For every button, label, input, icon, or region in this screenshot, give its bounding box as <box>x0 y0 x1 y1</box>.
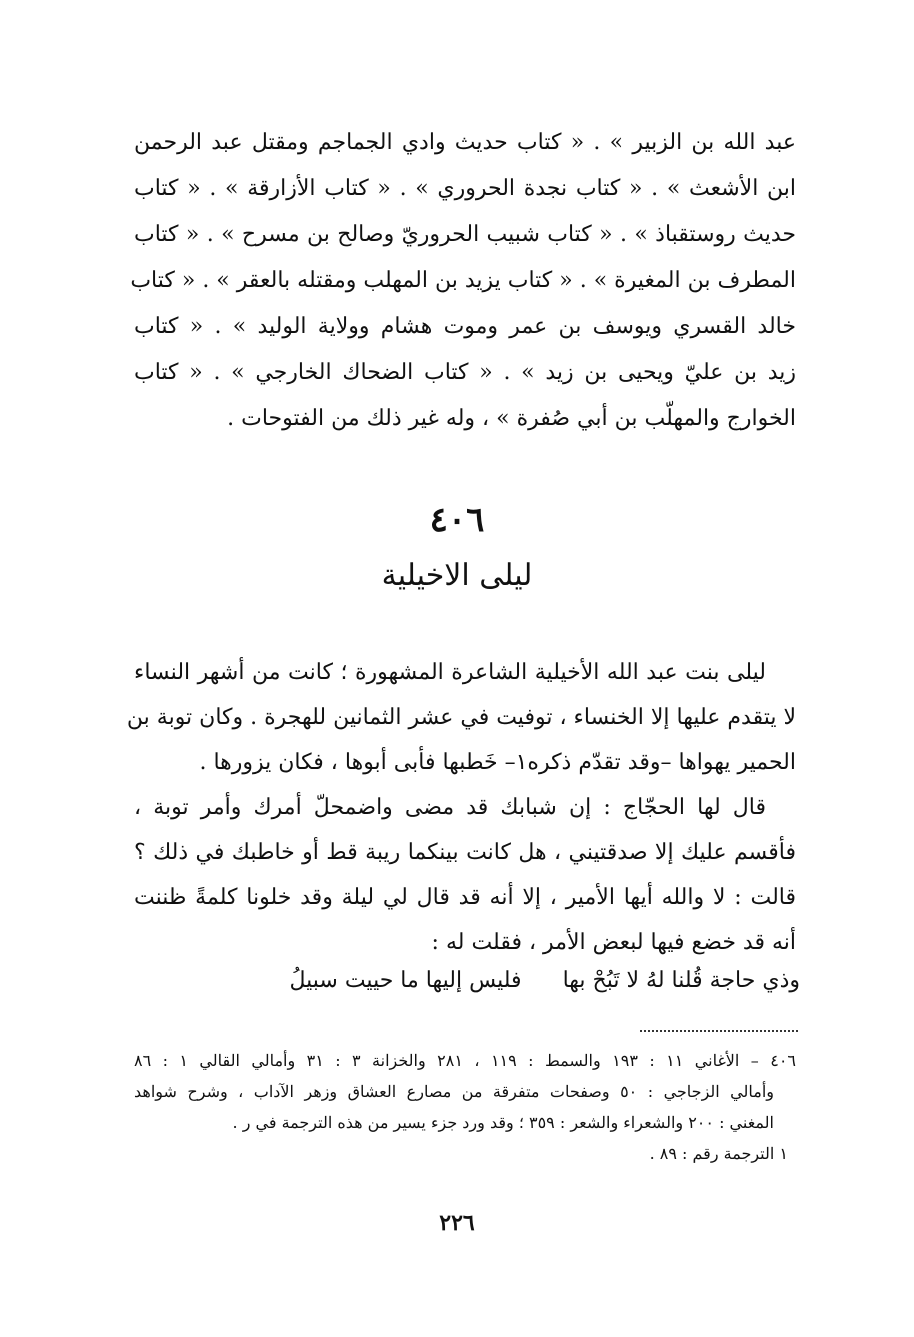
text-line: لا يتقدم عليها إلا الخنساء ، توفيت في عشر الثمانين للهجرة . وكان توبة بن <box>126 705 796 730</box>
entry-number: ٤٠٦ <box>429 500 485 540</box>
text-line: قال لها الحجّاج : إن شبابك قد مضى واضمحلّ أمرك وأمر توبة ، <box>134 795 766 820</box>
verse-second-hemistich: فليس إليها ما حييت سبيلُ <box>289 968 522 993</box>
footnote-line: المغني : ٢٠٠ والشعراء والشعر : ٣٥٩ ؛ وقد ورد جزء يسير من هذه الترجمة في ر . <box>232 1113 774 1132</box>
entry-body <box>126 650 796 965</box>
continued-paragraph <box>130 120 796 442</box>
text-line: ليلى بنت عبد الله الأخيلية الشاعرة المشهورة ؛ كانت من أشهر النساء <box>134 660 766 685</box>
text-line: حديث روستقباذ » . « كتاب شبيب الحروريّ وصالح بن مسرح » . « كتاب <box>134 222 796 247</box>
footnotes <box>134 1045 796 1169</box>
footnote-line: وأمالي الزجاجي : ٥٠ وصفحات متفرقة من مصارع العشاق وزهر الآداب ، وشرح شواهد <box>134 1082 774 1101</box>
text-line: فأقسم عليك إلا صدقتيني ، هل كانت بينكما ريبة قط أو خاطبك في ذلك ؟ <box>134 840 796 865</box>
text-line: أنه قد خضع فيها لبعض الأمر ، فقلت له : <box>431 930 796 955</box>
text-line: قالت : لا والله أيها الأمير ، إلا أنه قد قال لي ليلة وقد خلونا كلمةً ظننت <box>134 885 796 910</box>
text-line: ابن الأشعث » . « كتاب نجدة الحروري » . « كتاب الأزارقة » . « كتاب <box>134 176 796 201</box>
footnote-separator <box>640 1030 798 1032</box>
text-line: خالد القسري ويوسف بن عمر وموت هشام وولاية الوليد » . « كتاب <box>134 314 796 339</box>
text-line: الحمير يهواها –وقد تقدّم ذكره١– خَطبها فأبى أبوها ، فكان يزورها . <box>199 750 796 775</box>
text-line: زيد بن عليّ ويحيى بن زيد » . « كتاب الضحاك الخارجي » . « كتاب <box>134 360 796 385</box>
verse-first-hemistich: وذي حاجة قُلنا لهُ لا تَبُحْ بها <box>562 968 800 993</box>
text-line: الخوارج والمهلّب بن أبي صُفرة » ، وله غير ذلك من الفتوحات . <box>227 406 796 431</box>
poem-verse <box>200 968 800 993</box>
page-number: ٢٢٦ <box>439 1210 475 1236</box>
footnote-line: ٤٠٦ – الأغاني ١١ : ١٩٣ والسمط : ١١٩ ، ٢٨١ والخزانة ٣ : ٣١ وأمالي القالي ١ : ٨٦ <box>134 1051 797 1070</box>
footnote-line: ١ الترجمة رقم : ٨٩ . <box>649 1144 788 1163</box>
entry-title: ليلى الاخيلية <box>381 558 533 593</box>
text-line: عبد الله بن الزبير » . « كتاب حديث وادي الجماجم ومقتل عبد الرحمن <box>134 130 796 155</box>
text-line: المطرف بن المغيرة » . « كتاب يزيد بن المهلب ومقتله بالعقر » . « كتاب <box>130 268 796 293</box>
